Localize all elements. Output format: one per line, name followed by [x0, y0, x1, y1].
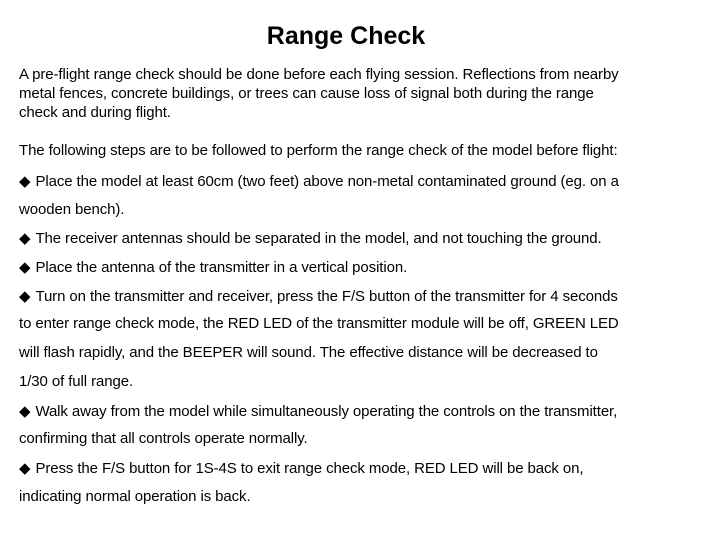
diamond-bullet-icon: ◆ — [19, 230, 31, 247]
step-2-line — [19, 229, 602, 247]
page-title: Range Check — [266, 22, 426, 50]
step-1-line — [19, 201, 124, 218]
step-text: The receiver antennas should be separated in the model, and not touching the ground. — [35, 230, 602, 247]
step-5-line — [19, 430, 308, 447]
step-1-line — [19, 172, 619, 190]
step-text: will flash rapidly, and the BEEPER will sound. The effective distance will be decreased to — [19, 344, 598, 361]
step-text: indicating normal operation is back. — [19, 488, 251, 505]
step-text: Place the antenna of the transmitter in a vertical position. — [35, 259, 408, 276]
step-text: 1/30 of full range. — [19, 373, 134, 390]
step-text: Place the model at least 60cm (two feet) above non-metal contaminated ground (eg. on a — [35, 173, 619, 190]
diamond-bullet-icon: ◆ — [19, 288, 31, 305]
diamond-bullet-icon: ◆ — [19, 403, 31, 420]
step-6-line — [19, 459, 583, 477]
diamond-bullet-icon: ◆ — [19, 259, 31, 276]
step-4-line — [19, 344, 598, 361]
step-text: Press the F/S button for 1S-4S to exit range check mode, RED LED will be back on, — [35, 460, 584, 477]
intro-line: check and during flight. — [19, 104, 171, 121]
step-text: confirming that all controls operate normally. — [19, 430, 308, 447]
step-text: to enter range check mode, the RED LED of the transmitter module will be off, GREEN LED — [19, 315, 619, 332]
step-text: Turn on the transmitter and receiver, press the F/S button of the transmitter for 4 seconds — [35, 288, 618, 305]
step-6-line — [19, 488, 251, 505]
steps-intro: The following steps are to be followed to perform the range check of the model before flight: — [19, 142, 618, 159]
step-4-line — [19, 287, 618, 305]
diamond-bullet-icon: ◆ — [19, 173, 31, 190]
step-4-line — [19, 315, 619, 332]
step-text: Walk away from the model while simultaneously operating the controls on the transmitter, — [35, 403, 618, 420]
step-3-line — [19, 258, 407, 276]
intro-line: A pre-flight range check should be done before each flying session. Reflections from nearby — [19, 66, 619, 83]
step-4-line — [19, 373, 133, 390]
diamond-bullet-icon: ◆ — [19, 460, 31, 477]
step-5-line — [19, 402, 617, 420]
step-text: wooden bench). — [19, 201, 125, 218]
intro-line: metal fences, concrete buildings, or trees can cause loss of signal both during the range — [19, 85, 594, 102]
